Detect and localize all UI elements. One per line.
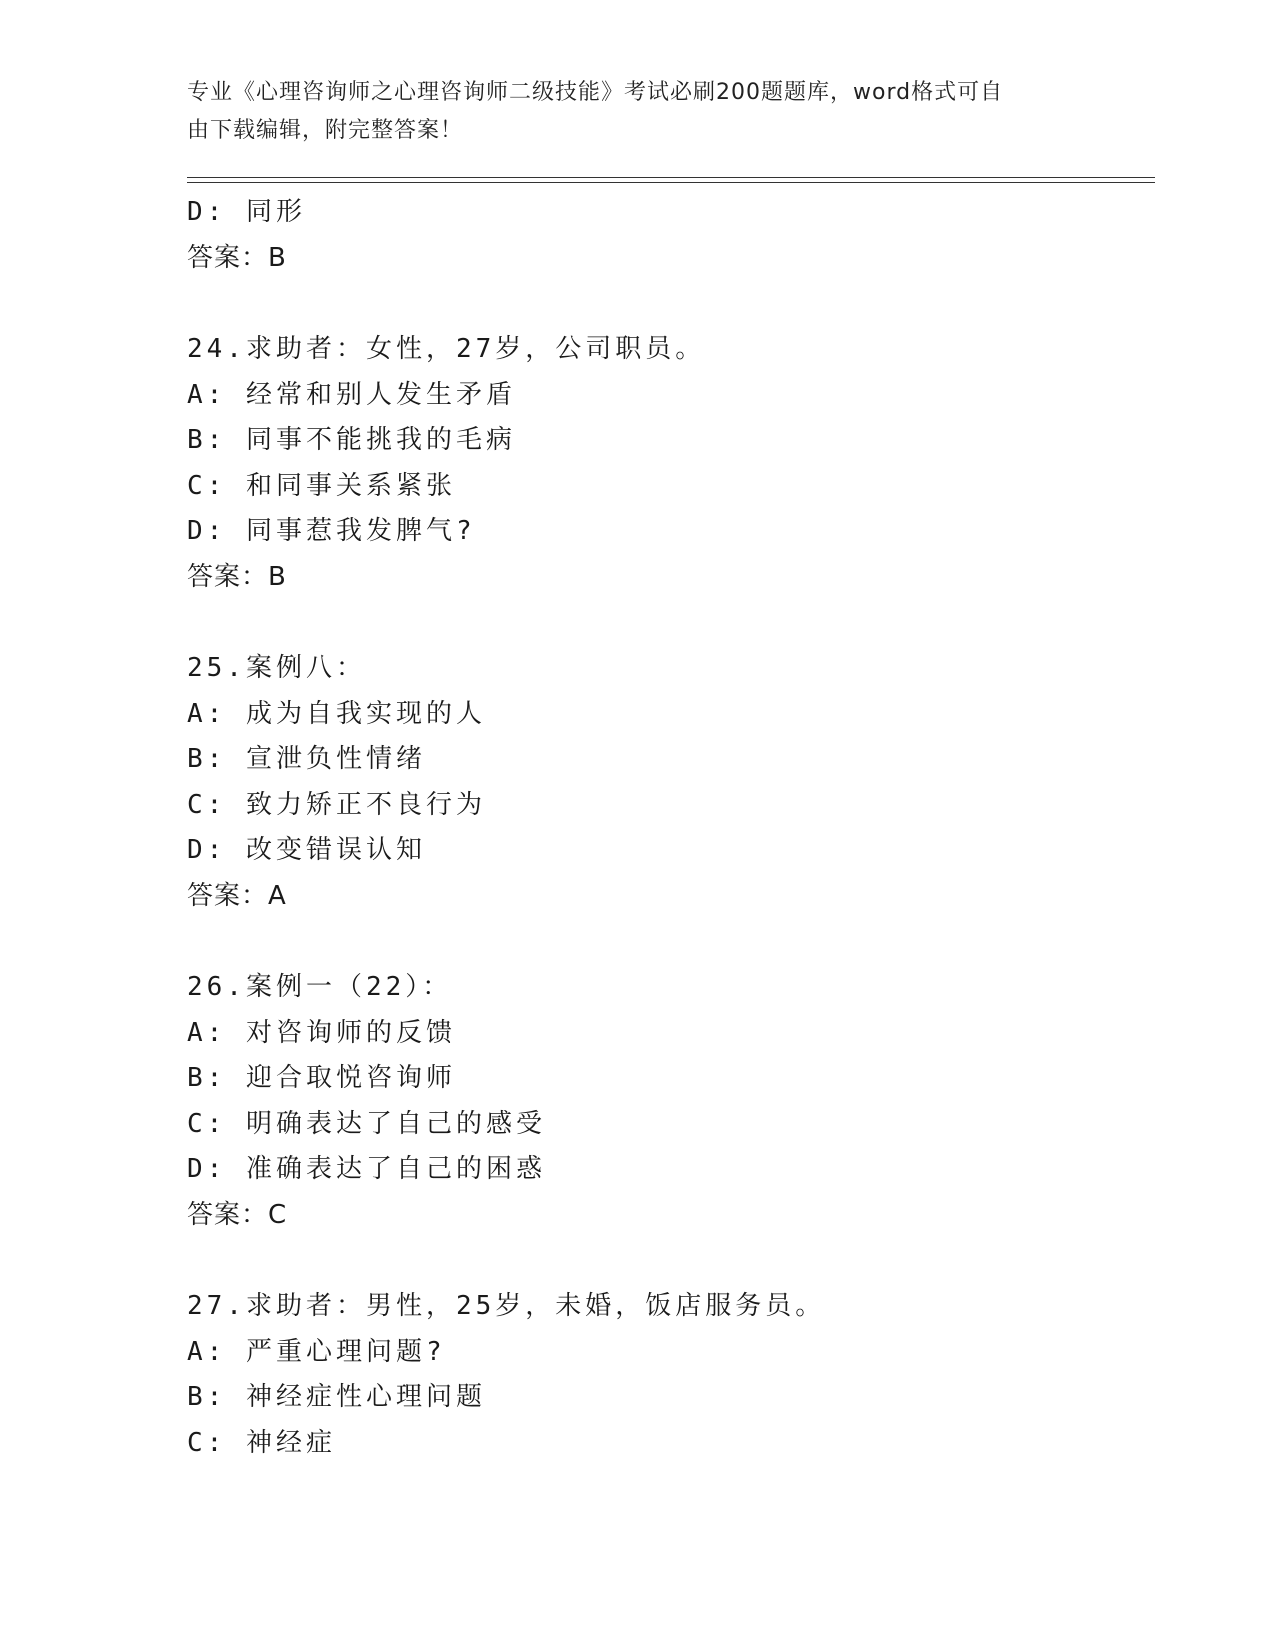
option-b: B: 迎合取悦咨询师 bbox=[187, 1063, 456, 1093]
option-c: C: 神经症 bbox=[187, 1427, 336, 1458]
option-d: D: 准确表达了自己的困惑 bbox=[187, 1154, 546, 1184]
question-stem: 24.求助者：女性，27岁，公司职员。 bbox=[187, 334, 706, 364]
answer-line: 答案：A bbox=[187, 880, 287, 911]
option-d: D: 同事惹我发脾气? bbox=[187, 516, 476, 546]
header-line-2: 由下载编辑，附完整答案！ bbox=[187, 118, 464, 143]
option-b: B: 神经症性心理问题 bbox=[187, 1382, 486, 1412]
document-header bbox=[187, 74, 1087, 150]
answer-line: 答案：C bbox=[187, 1199, 288, 1230]
option-a: A: 严重心理问题? bbox=[187, 1336, 446, 1367]
option-d: D: 同形 bbox=[187, 197, 306, 227]
option-b: B: 宣泄负性情绪 bbox=[187, 744, 426, 774]
option-d: D: 改变错误认知 bbox=[187, 835, 426, 865]
option-c: C: 致力矫正不良行为 bbox=[187, 789, 486, 820]
header-line-1: 专业《心理咨询师之心理咨询师二级技能》考试必刷200题题库，word格式可自 bbox=[187, 80, 1004, 105]
option-c: C: 和同事关系紧张 bbox=[187, 470, 456, 501]
question-list bbox=[187, 190, 1147, 1466]
question-stem: 27.求助者：男性，25岁，未婚，饭店服务员。 bbox=[187, 1291, 826, 1321]
question-stem: 26.案例一（22）： bbox=[187, 972, 453, 1002]
question-stem: 25.案例八： bbox=[187, 653, 366, 683]
option-a: A: 经常和别人发生矛盾 bbox=[187, 379, 516, 410]
question-24 bbox=[187, 327, 1147, 600]
option-b: B: 同事不能挑我的毛病 bbox=[187, 425, 516, 455]
header-rule-bottom bbox=[187, 182, 1155, 183]
answer-line: 答案：B bbox=[187, 561, 287, 592]
option-c: C: 明确表达了自己的感受 bbox=[187, 1108, 546, 1139]
question-25 bbox=[187, 646, 1147, 919]
question-26 bbox=[187, 965, 1147, 1238]
answer-line: 答案：B bbox=[187, 242, 287, 273]
question-27 bbox=[187, 1284, 1147, 1466]
header-rule-top bbox=[187, 177, 1155, 178]
option-a: A: 成为自我实现的人 bbox=[187, 698, 486, 729]
option-a: A: 对咨询师的反馈 bbox=[187, 1017, 456, 1048]
